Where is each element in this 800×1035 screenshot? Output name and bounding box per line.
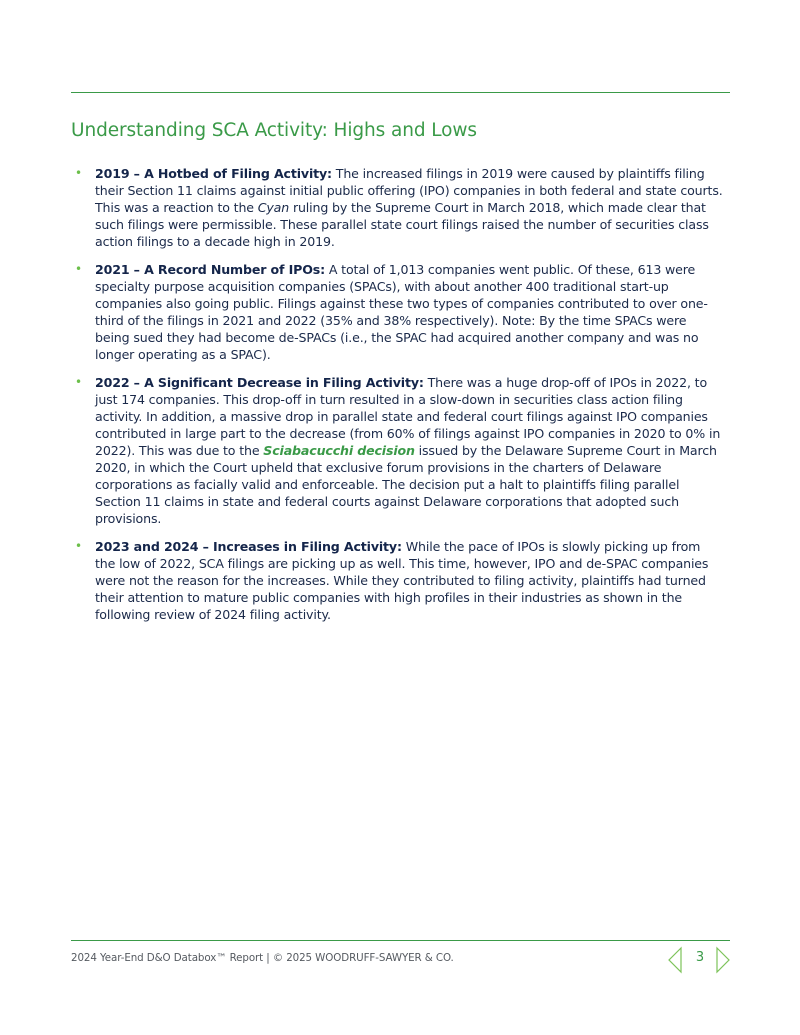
case-name-cyan: Cyan xyxy=(257,200,290,215)
bullet-dot-icon: • xyxy=(75,262,82,276)
sciabacucchi-decision-link[interactable]: Sciabacucchi decision xyxy=(263,443,415,458)
bullet-dot-icon: • xyxy=(75,539,82,553)
bullet-lead: 2023 and 2024 – Increases in Filing Activity: xyxy=(95,539,402,554)
bullet-lead: 2021 – A Record Number of IPOs: xyxy=(95,262,326,277)
list-item-2023-2024 xyxy=(71,538,723,623)
header-divider xyxy=(71,92,730,93)
section-title: Understanding SCA Activity: Highs and Lows xyxy=(71,120,477,141)
bullet-dot-icon: • xyxy=(75,375,82,389)
bullet-dot-icon: • xyxy=(75,166,82,180)
list-item-2019 xyxy=(71,165,723,250)
chevron-right-outline-icon xyxy=(714,946,732,974)
bullet-text: The increased filings in 2019 were caused by plaintiffs filing their Section 11 claims against initial public offering (IPO) companies in both federal and state courts. This was a reaction to the xyxy=(95,166,723,215)
footer-text: 2024 Year-End D&O Databox™ Report | © 2025 WOODRUFF-SAWYER & CO. xyxy=(71,952,454,964)
chevron-left-outline-icon xyxy=(666,946,684,974)
bullet-lead: 2019 – A Hotbed of Filing Activity: xyxy=(95,166,332,181)
next-page-button[interactable] xyxy=(714,946,732,974)
bullet-list xyxy=(71,165,723,634)
bullet-text: A total of 1,013 companies went public. Of these, 613 were specialty purpose acquisition companies (SPACs), with about another 400 traditional start-up companies also going public. Filings against these two types of companies contributed to over one-third of the filings in 2021 and 2022 (35% and 38% respectively). Note: By the time SPACs were being sued they had become de-SPACs (i.e., the SPAC had acquired another company and was no longer operating as a SPAC). xyxy=(95,262,708,362)
bullet-text: ruling by the Supreme Court in March 2018, which made clear that such filings were permissible. These parallel state court filings raised the number of securities class action filings to a decade high in 2019. xyxy=(95,200,709,249)
bullet-text: While the pace of IPOs is slowly picking up from the low of 2022, SCA filings are picking up as well. This time, however, IPO and de-SPAC companies were not the reason for the increases. While they contributed to filing activity, plaintiffs had turned their attention to mature public companies with high profiles in their industries as shown in the following review of 2024 filing activity. xyxy=(95,539,709,622)
list-item-2022 xyxy=(71,374,723,527)
bullet-text: issued by the Delaware Supreme Court in March 2020, in which the Court upheld that exclusive forum provisions in the charters of Delaware corporations as facially valid and enforceable. The decision put a halt to plaintiffs filing parallel Section 11 claims in state and federal courts against Delaware corporations that adopted such provisions. xyxy=(95,443,717,526)
bullet-lead: 2022 – A Significant Decrease in Filing Activity: xyxy=(95,375,424,390)
list-item-2021 xyxy=(71,261,723,363)
prev-page-button[interactable] xyxy=(666,946,684,974)
footer-divider xyxy=(71,940,730,941)
bullet-text: There was a huge drop-off of IPOs in 2022, to just 174 companies. This drop-off in turn resulted in a slow-down in securities class action filing activity. In addition, a massive drop in parallel state and federal court filings against IPO companies contributed in large part to the decrease (from 60% of filings against IPO companies in 2020 to 0% in 2022). This was due to the xyxy=(95,375,721,458)
page-number: 3 xyxy=(695,950,705,965)
